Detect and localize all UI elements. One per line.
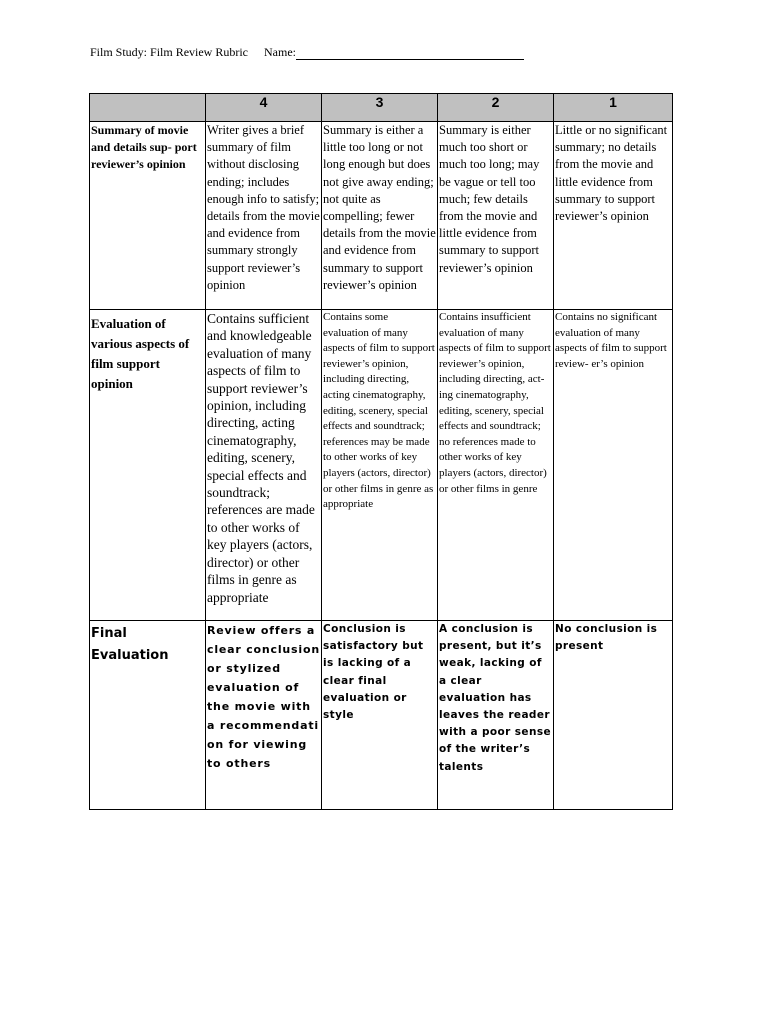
score-header-1: 1 — [554, 94, 673, 122]
evaluation-score-4: Contains sufficient and knowledgeable evaluation of many aspects of film to support reviewer’s opinion, including directing, acting cinematography, editing, scenery, special effects and soundtrack; references are made to other works of key players (actors, director) or other films in genre as appropriate — [206, 310, 322, 621]
final-evaluation-score-2: A conclusion is present, but it’s weak, lacking of a clear evaluation has leaves the reader with a poor sense of the writer’s talents — [438, 621, 554, 810]
rubric-row-final-evaluation — [90, 621, 673, 810]
score-header-4: 4 — [206, 94, 322, 122]
evaluation-score-1: Contains no significant evaluation of many aspects of film to support review- er’s opinion — [554, 310, 673, 621]
category-summary: Summary of movie and details sup- port reviewer’s opinion — [90, 122, 206, 310]
name-blank-line[interactable] — [296, 45, 524, 60]
score-header-3: 3 — [322, 94, 438, 122]
rubric-table — [89, 93, 673, 810]
summary-score-2: Summary is either much too short or much too long; may be vague or tell too much; few details from the movie and little evidence from summary to support reviewer’s opinion — [438, 122, 554, 310]
header-corner-cell — [90, 94, 206, 122]
final-evaluation-score-3: Conclusion is satisfactory but is lacking of a clear final evaluation or style — [322, 621, 438, 810]
score-header-2: 2 — [438, 94, 554, 122]
summary-score-1: Little or no significant summary; no details from the movie and little evidence from summary to support reviewer’s opinion — [554, 122, 673, 310]
summary-score-4: Writer gives a brief summary of film without disclosing ending; includes enough info to satisfy; details from the movie and evidence from summary strongly support reviewer’s opinion — [206, 122, 322, 310]
evaluation-score-3: Contains some evaluation of many aspects of film to support reviewer’s opinion, including directing, acting cinematography, editing, scenery, special effects and soundtrack; references may be made to other works of key players (actors, director) or other films in genre as appropriate — [322, 310, 438, 621]
score-header-row — [90, 94, 673, 122]
category-final-evaluation: Final Evaluation — [90, 621, 206, 810]
category-evaluation: Evaluation of various aspects of film support opinion — [90, 310, 206, 621]
final-evaluation-score-4: Review offers a clear conclusion or stylized evaluation of the movie with a recommendati on for viewing to others — [206, 621, 322, 810]
rubric-row-evaluation — [90, 310, 673, 621]
evaluation-score-2: Contains insufficient evaluation of many aspects of film to support reviewer’s opinion, including directing, act- ing cinematography, editing, scenery, special effects and soundtrack; no references made to other works of key players (actors, director) or other films in genre — [438, 310, 554, 621]
document-title: Film Study: Film Review Rubric — [90, 45, 249, 59]
rubric-row-summary — [90, 122, 673, 310]
document-header — [90, 44, 524, 60]
summary-score-3: Summary is either a little too long or not long enough but does not give away ending; not quite as compelling; fewer details from the movie and evidence from summary to support reviewer’s opinion — [322, 122, 438, 310]
name-label: Name: — [264, 45, 297, 59]
final-evaluation-score-1: No conclusion is present — [554, 621, 673, 810]
